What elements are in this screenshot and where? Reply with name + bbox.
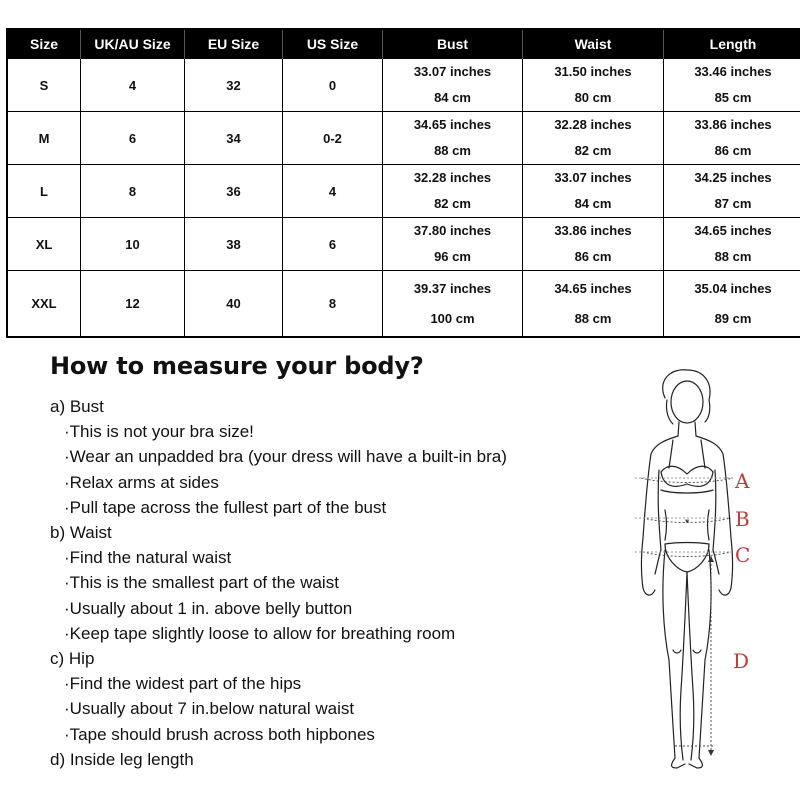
guide-point: ·Keep tape slightly loose to allow for breathing room: [64, 623, 456, 643]
bust-cell: [383, 218, 523, 271]
length-cell: [664, 59, 800, 112]
us-cell: 8: [283, 271, 383, 338]
length-cell: [664, 112, 800, 165]
length-inches: 35.04 inches: [694, 280, 772, 296]
uk-au-cell: 10: [81, 218, 185, 271]
uk-au-cell: 12: [81, 271, 185, 338]
label-c: C: [735, 543, 751, 567]
waist-cell: [523, 112, 664, 165]
bust-cm: 82 cm: [434, 196, 471, 211]
length-cm: 89 cm: [714, 310, 752, 326]
guide-point: ·Pull tape across the fullest part of the bust: [64, 497, 387, 517]
bust-inches: 32.28 inches: [413, 170, 492, 185]
bust-cell: [383, 59, 523, 112]
waist-cell: [523, 218, 664, 271]
length-cm: 88 cm: [714, 249, 752, 264]
table-row: [7, 112, 800, 165]
bust-inches: 34.65 inches: [413, 117, 492, 132]
waist-cm: 82 cm: [574, 143, 612, 158]
guide-point: ·Tape should brush across both hipbones: [64, 724, 375, 744]
bust-inches: 39.37 inches: [413, 280, 492, 296]
body-figure: [615, 360, 795, 780]
waist-inches: 34.65 inches: [554, 280, 632, 296]
table-header-row: [7, 29, 800, 59]
eu-cell: 36: [185, 165, 283, 218]
us-cell: 0: [283, 59, 383, 112]
section-heading: d) Inside leg length: [50, 749, 194, 769]
label-b: B: [735, 507, 750, 531]
eu-cell: 38: [185, 218, 283, 271]
section-heading: c) Hip: [50, 649, 95, 669]
size-cell: S: [7, 59, 81, 112]
length-cell: [664, 218, 800, 271]
us-cell: 0-2: [283, 112, 383, 165]
waist-cm: 84 cm: [574, 196, 612, 211]
uk-au-cell: 8: [81, 165, 185, 218]
size-cell: XL: [7, 218, 81, 271]
waist-inches: 32.28 inches: [554, 117, 632, 132]
length-inches: 33.86 inches: [694, 117, 772, 132]
guide-point: ·Find the natural waist: [64, 548, 232, 568]
bust-cm: 88 cm: [434, 143, 471, 158]
bust-cm: 100 cm: [430, 310, 475, 326]
label-a: A: [735, 469, 750, 493]
bust-cell: [383, 165, 523, 218]
waist-cm: 88 cm: [574, 310, 612, 326]
header-size: Size: [7, 29, 81, 59]
uk-au-cell: 6: [81, 112, 185, 165]
length-inches: 34.65 inches: [694, 223, 772, 238]
size-chart-table: [6, 28, 800, 338]
length-cell: [664, 165, 800, 218]
section-heading: b) Waist: [50, 523, 112, 543]
waist-cell: [523, 165, 664, 218]
measurement-guide: [50, 352, 610, 772]
bust-cm: 84 cm: [434, 90, 471, 105]
header-length: Length: [664, 29, 800, 59]
waist-cell: [523, 59, 664, 112]
bust-cm: 96 cm: [434, 249, 471, 264]
guide-point: ·This is not your bra size!: [64, 422, 254, 442]
section-heading: a) Bust: [50, 397, 104, 416]
size-cell: L: [7, 165, 81, 218]
guide-title: How to measure your body?: [50, 352, 424, 380]
bust-inches: 33.07 inches: [413, 64, 492, 79]
bust-cell: [383, 271, 523, 338]
guide-point: ·Find the widest part of the hips: [64, 674, 302, 694]
waist-inches: 31.50 inches: [554, 64, 632, 79]
header-eu-size: EU Size: [185, 29, 283, 59]
guide-point: ·Relax arms at sides: [64, 472, 219, 492]
length-cell: [664, 271, 800, 338]
waist-inches: 33.07 inches: [554, 170, 632, 185]
length-cm: 85 cm: [714, 90, 752, 105]
table-row: [7, 165, 800, 218]
guide-point: ·Usually about 7 in.below natural waist: [64, 699, 355, 719]
table-row: [7, 271, 800, 338]
uk-au-cell: 4: [81, 59, 185, 112]
header-uk-au-size: UK/AU Size: [81, 29, 185, 59]
waist-cell: [523, 271, 664, 338]
length-cm: 86 cm: [714, 143, 752, 158]
eu-cell: 40: [185, 271, 283, 338]
body-outline-illustration: [615, 360, 795, 780]
eu-cell: 34: [185, 112, 283, 165]
size-cell: XXL: [7, 271, 81, 338]
header-us-size: US Size: [283, 29, 383, 59]
us-cell: 6: [283, 218, 383, 271]
length-inches: 33.46 inches: [694, 64, 772, 79]
length-cm: 87 cm: [714, 196, 752, 211]
bust-inches: 37.80 inches: [413, 223, 492, 238]
table-row: [7, 59, 800, 112]
waist-cm: 86 cm: [574, 249, 612, 264]
label-d: D: [733, 649, 750, 673]
waist-inches: 33.86 inches: [554, 223, 632, 238]
waist-cm: 80 cm: [574, 90, 612, 105]
header-bust: Bust: [383, 29, 523, 59]
guide-point: ·Wear an unpadded bra (your dress will have a built-in bra): [64, 447, 507, 467]
length-inches: 34.25 inches: [694, 170, 772, 185]
table-row: [7, 218, 800, 271]
eu-cell: 32: [185, 59, 283, 112]
size-cell: M: [7, 112, 81, 165]
guide-point: ·This is the smallest part of the waist: [64, 573, 339, 593]
bust-cell: [383, 112, 523, 165]
header-waist: Waist: [523, 29, 664, 59]
guide-point: ·Usually about 1 in. above belly button: [64, 598, 353, 618]
us-cell: 4: [283, 165, 383, 218]
